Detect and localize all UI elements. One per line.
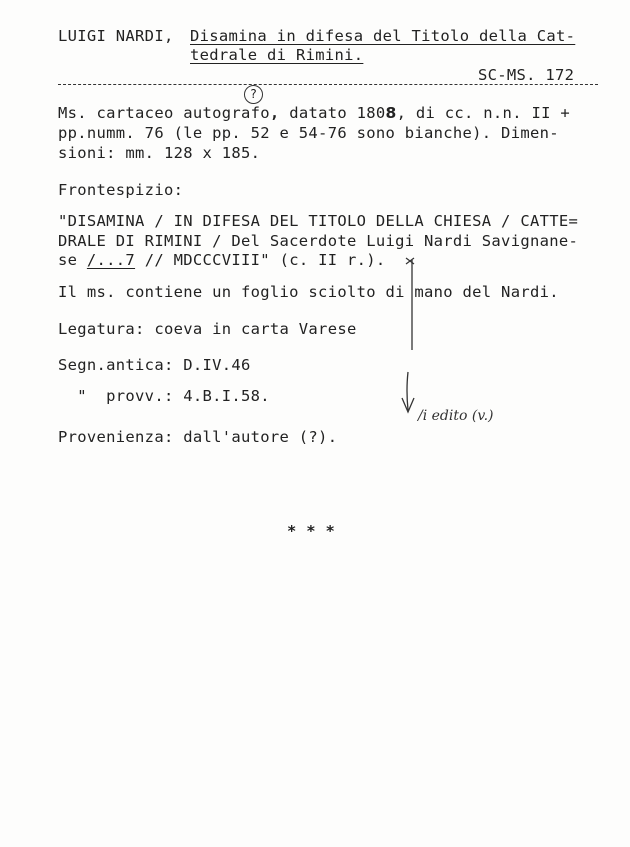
work-title-line1: Disamina in difesa del Titolo della Cat- (190, 27, 576, 45)
description-line1-b: datato 180 (289, 104, 386, 122)
author-name: LUIGI NARDI, (58, 27, 174, 45)
question-annotation: ? (244, 85, 263, 104)
frontispiece-label: Frontespizio: (58, 181, 184, 199)
frontispiece-line3-a: se (58, 251, 78, 269)
binding-note: Legatura: coeva in carta Varese (58, 320, 357, 338)
shelfmark: SC-MS. 172 (478, 66, 575, 84)
pen-arrow-mark (390, 250, 450, 420)
description-line1-c: , di cc. n.n. II + (396, 104, 570, 122)
provenance-note: Provenienza: dall'autore (?). (58, 428, 338, 446)
handwritten-margin-note: /i edito (v.) (418, 408, 494, 424)
year-correction: 8 (385, 104, 397, 122)
frontispiece-line3-c: // MDCCCVIII" (c. II r.). (144, 251, 386, 269)
frontispiece-line3 (58, 251, 386, 269)
frontispiece-line1: "DISAMINA / IN DIFESA DEL TITOLO DELLA CHIESA / CATTE= (58, 212, 579, 230)
frontispiece-omission: /...7 (86, 251, 136, 269)
description-line1-a: Ms. cartaceo autografo (58, 104, 270, 122)
header-rule (58, 84, 598, 85)
old-shelfmark: Segn.antica: D.IV.46 (58, 356, 251, 374)
closing-asterisks: * * * (287, 522, 336, 540)
description-line3: sioni: mm. 128 x 185. (58, 144, 261, 162)
description-line2: pp.numm. 76 (le pp. 52 e 54-76 sono bianche). Dimen- (58, 124, 559, 142)
work-title-line2: tedrale di Rimini. (190, 46, 364, 64)
provisional-shelfmark: " provv.: 4.B.I.58. (58, 387, 270, 405)
frontispiece-line2: DRALE DI RIMINI / Del Sacerdote Luigi Nardi Savignane- (58, 232, 579, 250)
loose-sheet-note: Il ms. contiene un foglio sciolto di mano del Nardi. (58, 283, 559, 301)
description-line1: Ms. cartaceo autografo, datato 1808, di cc. n.n. II + (58, 104, 570, 122)
